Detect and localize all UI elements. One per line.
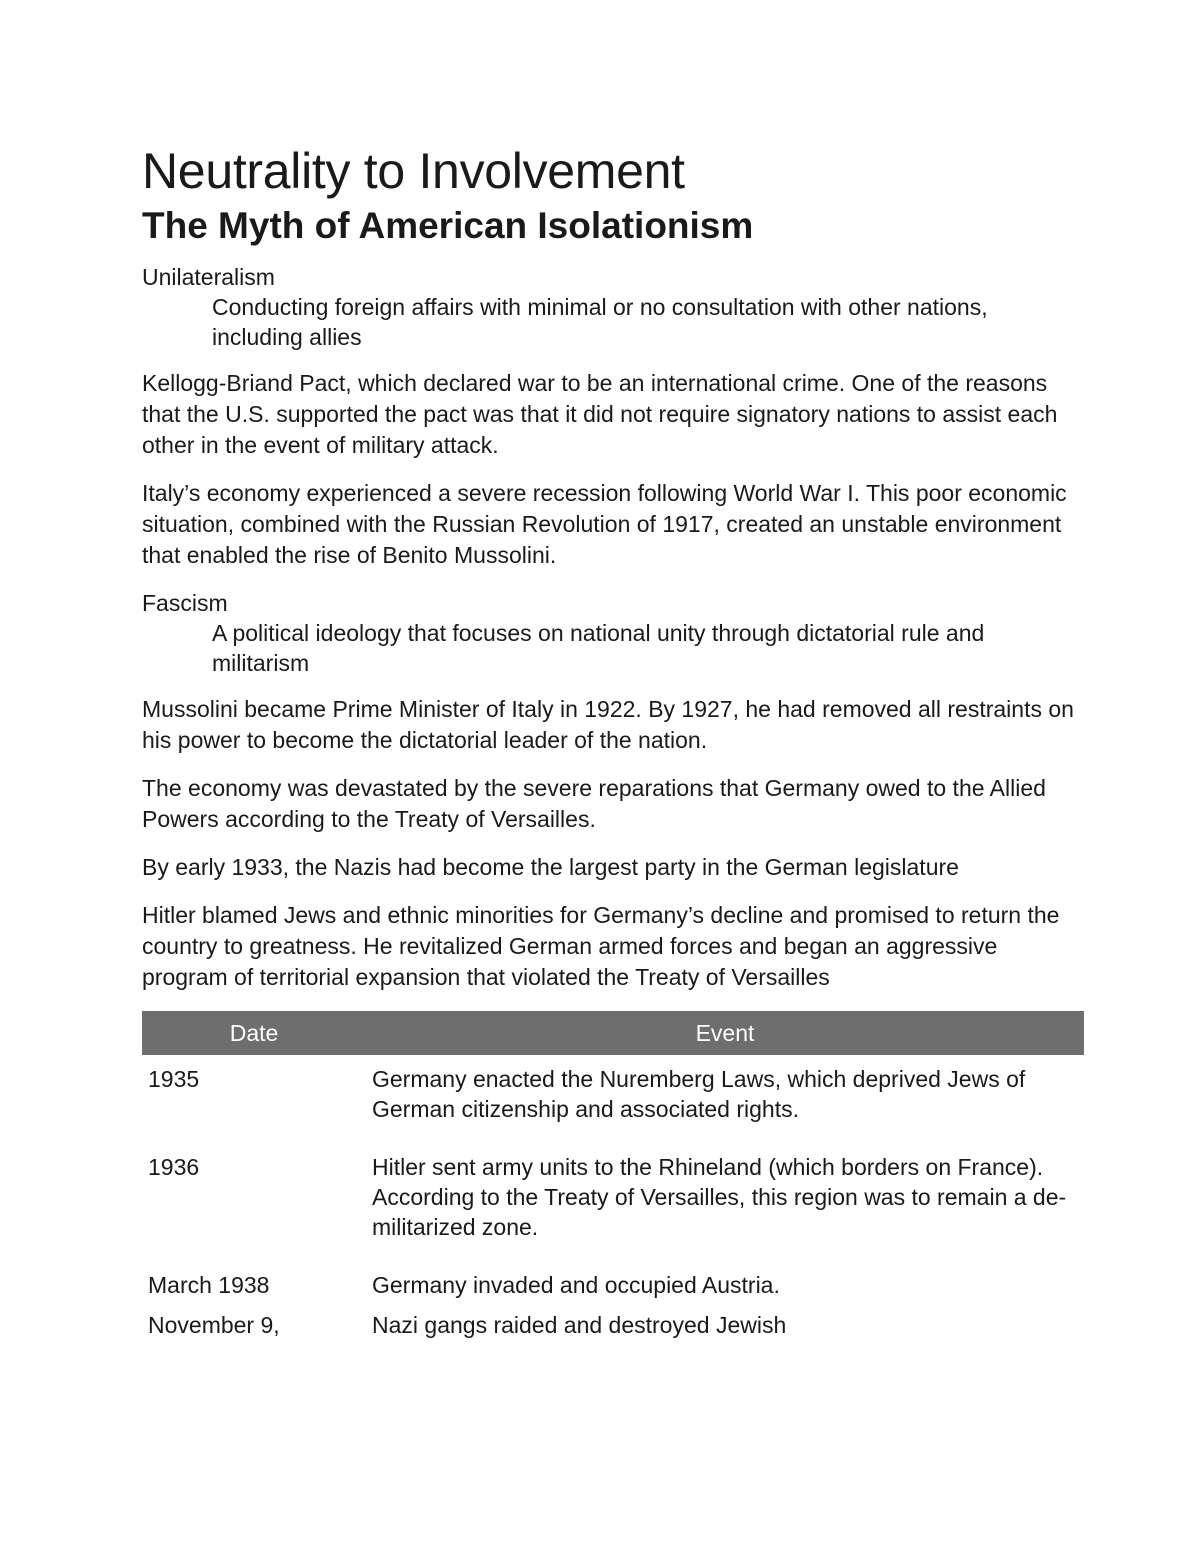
paragraph-italy-economy: Italy’s economy experienced a severe recession following World War I. This poor economic situation, combined with the Russian Revolution of 1917, created an unstable environment that enabled the rise of Benito Mussolini. bbox=[142, 480, 1067, 568]
paragraph-hitler: Hitler blamed Jews and ethnic minorities for Germany’s decline and promised to return the country to greatness. He revitalized German armed forces and began an aggressive program of territorial expansion that violated the Treaty of Versailles bbox=[142, 902, 1060, 990]
table-row bbox=[142, 1152, 1084, 1270]
paragraph-mussolini: Mussolini became Prime Minister of Italy in 1922. By 1927, he had removed all restraints on his power to become the dictatorial leader of the nation. bbox=[142, 696, 1074, 753]
row-date: November 9, bbox=[148, 1312, 280, 1338]
header-event: Event bbox=[366, 1011, 1084, 1055]
header-date: Date bbox=[142, 1011, 366, 1055]
row-date: 1936 bbox=[148, 1154, 200, 1180]
paragraph-german-economy: The economy was devastated by the severe reparations that Germany owed to the Allied Powers according to the Treaty of Versailles. bbox=[142, 775, 1046, 832]
document-page bbox=[142, 140, 1084, 1340]
page-title: Neutrality to Involvement bbox=[142, 143, 685, 199]
table-row bbox=[142, 1270, 1084, 1310]
definition-fascism: A political ideology that focuses on national unity through dictatorial rule and militarism bbox=[212, 620, 985, 676]
events-table bbox=[142, 1011, 1084, 1340]
table-row bbox=[142, 1310, 1084, 1340]
paragraph-kellogg-briand: Kellogg-Briand Pact, which declared war to be an international crime. One of the reasons that the U.S. supported the pact was that it did not require signatory nations to assist each other in the event of military attack. bbox=[142, 370, 1058, 458]
row-date: March 1938 bbox=[148, 1272, 270, 1298]
row-event: Germany invaded and occupied Austria. bbox=[372, 1272, 780, 1298]
row-event: Germany enacted the Nuremberg Laws, which deprived Jews of German citizenship and associated rights. bbox=[372, 1066, 1026, 1122]
term-unilateralism: Unilateralism bbox=[142, 264, 275, 290]
table-header-row bbox=[142, 1011, 1084, 1055]
row-event: Nazi gangs raided and destroyed Jewish bbox=[372, 1312, 787, 1338]
term-fascism: Fascism bbox=[142, 590, 228, 616]
row-event: Hitler sent army units to the Rhineland (which borders on France). According to the Treaty of Versailles, this region was to remain a de-militarized zone. bbox=[372, 1154, 1067, 1240]
row-date: 1935 bbox=[148, 1066, 200, 1092]
table-row bbox=[142, 1055, 1084, 1152]
definition-unilateralism: Conducting foreign affairs with minimal or no consultation with other nations, including allies bbox=[212, 294, 988, 350]
page-subtitle: The Myth of American Isolationism bbox=[142, 205, 754, 246]
paragraph-nazis-1933: By early 1933, the Nazis had become the largest party in the German legislature bbox=[142, 854, 959, 880]
